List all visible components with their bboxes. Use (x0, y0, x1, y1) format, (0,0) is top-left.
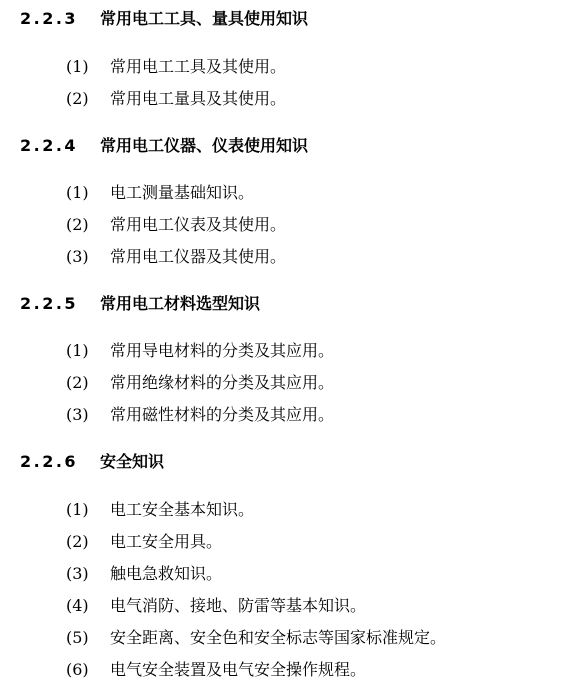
section-title: 常用电工工具、量具使用知识 (100, 9, 309, 28)
item-text: 电气消防、接地、防雷等基本知识。 (110, 596, 367, 615)
list-item (66, 595, 366, 617)
item-number: (2) (66, 373, 89, 392)
list-item (66, 499, 254, 521)
item-number: (3) (66, 564, 89, 583)
item-text: 常用电工工具及其使用。 (110, 57, 287, 76)
section-heading (20, 293, 260, 315)
item-text: 电气安全装置及电气安全操作规程。 (110, 660, 367, 679)
item-number: (2) (66, 215, 89, 234)
list-item (66, 563, 222, 585)
section-number: 2.2.4 (20, 136, 79, 155)
list-item (66, 627, 446, 649)
item-text: 电工测量基础知识。 (110, 183, 255, 202)
item-number: (6) (66, 660, 89, 679)
item-number: (1) (66, 341, 89, 360)
section-number: 2.2.6 (20, 452, 79, 471)
list-item (66, 404, 334, 426)
list-item (66, 56, 286, 78)
section-number: 2.2.3 (20, 9, 79, 28)
section-heading (20, 8, 308, 30)
item-text: 常用导电材料的分类及其应用。 (110, 341, 335, 360)
list-item (66, 88, 286, 110)
item-number: (2) (66, 89, 89, 108)
section-title: 安全知识 (100, 452, 165, 471)
item-number: (2) (66, 532, 89, 551)
list-item (66, 659, 366, 681)
item-number: (3) (66, 247, 89, 266)
list-item (66, 182, 254, 204)
list-item (66, 340, 334, 362)
section-number: 2.2.5 (20, 294, 79, 313)
item-number: (3) (66, 405, 89, 424)
item-text: 电工安全基本知识。 (110, 500, 255, 519)
item-text: 常用磁性材料的分类及其应用。 (110, 405, 335, 424)
item-text: 触电急救知识。 (110, 564, 223, 583)
item-number: (5) (66, 628, 89, 647)
item-number: (4) (66, 596, 89, 615)
section-heading (20, 451, 164, 473)
item-text: 常用电工仪表及其使用。 (110, 215, 287, 234)
item-text: 常用电工量具及其使用。 (110, 89, 287, 108)
list-item (66, 214, 286, 236)
item-text: 常用绝缘材料的分类及其应用。 (110, 373, 335, 392)
item-number: (1) (66, 183, 89, 202)
section-title: 常用电工材料选型知识 (100, 294, 261, 313)
item-number: (1) (66, 57, 89, 76)
item-text: 安全距离、安全色和安全标志等国家标准规定。 (110, 628, 447, 647)
section-title: 常用电工仪器、仪表使用知识 (100, 136, 309, 155)
item-text: 常用电工仪器及其使用。 (110, 247, 287, 266)
list-item (66, 372, 334, 394)
item-number: (1) (66, 500, 89, 519)
item-text: 电工安全用具。 (110, 532, 223, 551)
section-heading (20, 135, 308, 157)
list-item (66, 531, 222, 553)
list-item (66, 246, 286, 268)
